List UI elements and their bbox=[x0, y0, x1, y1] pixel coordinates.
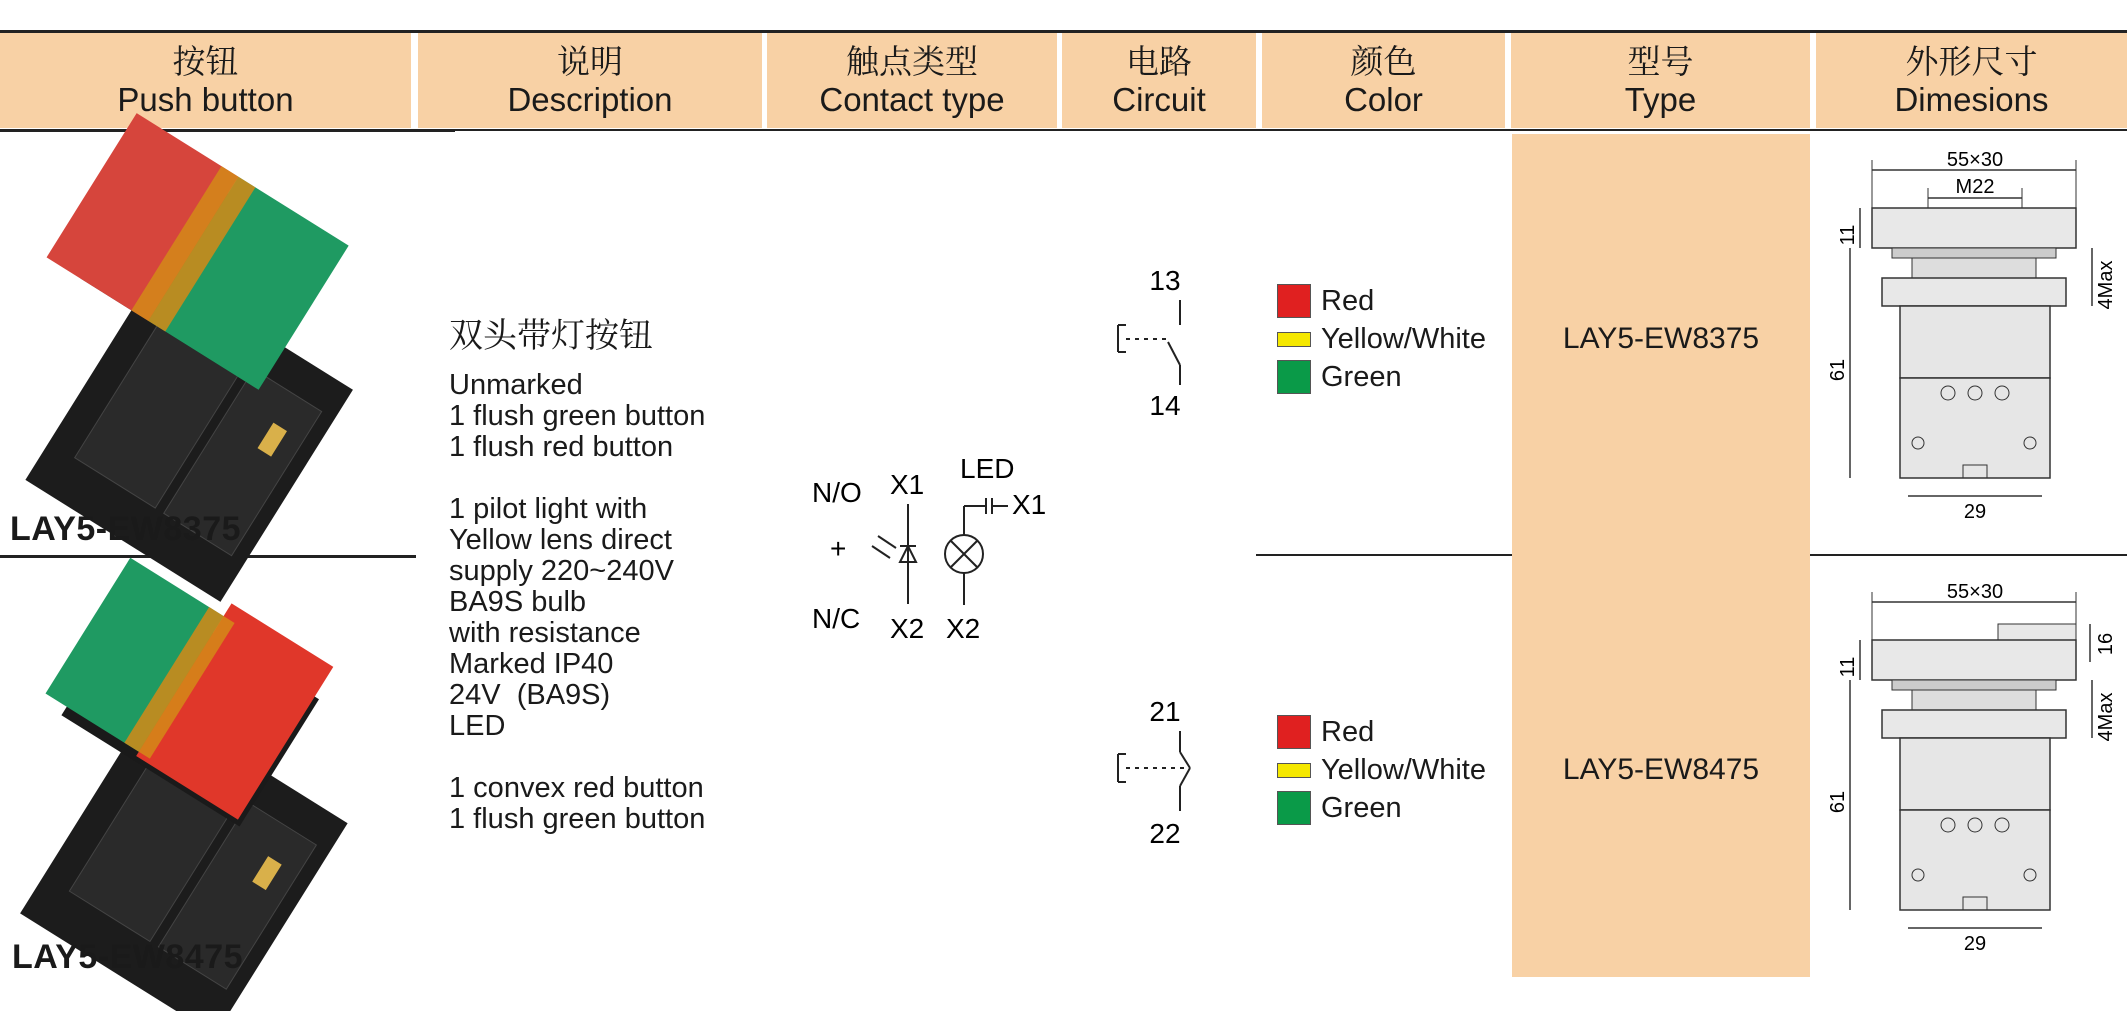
color-list bbox=[1277, 713, 1486, 827]
description-block bbox=[449, 316, 705, 835]
color-name: Yellow/White bbox=[1321, 753, 1486, 786]
led-label: LED bbox=[960, 453, 1015, 484]
header-cn: 按钮 bbox=[172, 42, 239, 80]
x1-label: X1 bbox=[890, 469, 925, 500]
header-en: Contact type bbox=[819, 80, 1005, 118]
color-row bbox=[1277, 789, 1486, 827]
header-en: Push button bbox=[117, 80, 294, 118]
header-bottom-rule bbox=[0, 129, 455, 132]
header-cn: 颜色 bbox=[1350, 42, 1417, 80]
desc-line: with resistance bbox=[449, 617, 641, 649]
circuit-bottom-label: 22 bbox=[1149, 818, 1181, 849]
color-name: Yellow/White bbox=[1321, 322, 1486, 355]
color-row bbox=[1277, 751, 1486, 789]
color-name: Red bbox=[1321, 715, 1375, 748]
dimension-drawing-1 bbox=[1827, 140, 2127, 540]
product-photo-2 bbox=[0, 565, 420, 965]
header-description bbox=[418, 33, 762, 128]
header-cn: 型号 bbox=[1627, 42, 1694, 80]
header-bottom-rule bbox=[455, 129, 2127, 131]
dim-width: 55×30 bbox=[1946, 149, 2004, 171]
circuit-top-label: 21 bbox=[1149, 696, 1181, 727]
color-name: Green bbox=[1321, 791, 1402, 824]
x1b-label: X1 bbox=[1012, 489, 1047, 520]
type-value: LAY5-EW8475 bbox=[1562, 753, 1760, 786]
color-swatch bbox=[1277, 715, 1311, 749]
row-separator bbox=[1810, 554, 2127, 556]
color-row bbox=[1277, 282, 1486, 320]
color-swatch bbox=[1277, 284, 1311, 318]
dim-max: 4Max bbox=[2095, 260, 2117, 310]
dim-h2: 61 bbox=[1827, 790, 1849, 814]
header-color bbox=[1262, 33, 1505, 128]
circuit-top-label: 13 bbox=[1149, 265, 1181, 296]
type-value: LAY5-EW8375 bbox=[1562, 322, 1760, 355]
header-en: Circuit bbox=[1112, 80, 1206, 118]
type-column-bg bbox=[1512, 134, 1810, 977]
circuit-diagram-no bbox=[1100, 255, 1210, 425]
desc-line: 1 flush red button bbox=[449, 431, 674, 463]
product-model-label: LAY5-EW8475 bbox=[12, 938, 244, 976]
x2-label: X2 bbox=[890, 613, 925, 644]
dim-base: 29 bbox=[1963, 933, 1987, 955]
header-circuit bbox=[1062, 33, 1256, 128]
dim-thread: M22 bbox=[1955, 176, 1995, 198]
header-en: Description bbox=[507, 80, 673, 118]
color-name: Red bbox=[1321, 284, 1375, 317]
contact-type-diagram bbox=[800, 440, 1070, 660]
dim-h1: 11 bbox=[1837, 656, 1859, 678]
dim-max: 4Max bbox=[2095, 692, 2117, 742]
color-row bbox=[1277, 358, 1486, 396]
desc-line bbox=[449, 463, 705, 494]
color-row bbox=[1277, 320, 1486, 358]
color-name: Green bbox=[1321, 360, 1402, 393]
header-push-button bbox=[0, 33, 411, 128]
header-en: Dimesions bbox=[1894, 80, 2049, 118]
desc-line: 24V (BA9S) bbox=[449, 679, 611, 711]
circuit-bottom-label: 14 bbox=[1149, 390, 1181, 421]
color-swatch bbox=[1277, 791, 1311, 825]
description-title: 双头带灯按钮 bbox=[449, 317, 653, 355]
header-en: Type bbox=[1624, 80, 1697, 118]
product-photo-1 bbox=[0, 140, 420, 540]
color-list bbox=[1277, 282, 1486, 396]
dimension-drawing-2 bbox=[1827, 572, 2127, 972]
dim-h2: 61 bbox=[1827, 358, 1849, 382]
header-cn: 触点类型 bbox=[846, 42, 978, 80]
header-cn: 说明 bbox=[557, 42, 623, 80]
dim-base: 29 bbox=[1963, 501, 1987, 523]
header-type bbox=[1511, 33, 1810, 128]
desc-line: Unmarked bbox=[449, 369, 583, 401]
product-model-label: LAY5-EW8375 bbox=[10, 510, 242, 548]
color-swatch bbox=[1277, 763, 1311, 778]
x2b-label: X2 bbox=[946, 613, 981, 644]
desc-line: 1 flush green button bbox=[449, 803, 706, 835]
dim-width: 55×30 bbox=[1946, 581, 2004, 603]
desc-line: supply 220~240V bbox=[449, 555, 674, 587]
desc-line: 1 flush green button bbox=[449, 400, 706, 432]
desc-line: LED bbox=[449, 710, 506, 742]
color-row bbox=[1277, 713, 1486, 751]
desc-line: BA9S bulb bbox=[449, 586, 587, 618]
desc-line: Yellow lens direct bbox=[449, 524, 672, 556]
desc-line bbox=[449, 742, 705, 773]
dim-h3: 16 bbox=[2095, 632, 2117, 656]
color-swatch bbox=[1277, 332, 1311, 347]
header-contact-type bbox=[767, 33, 1057, 128]
row-separator bbox=[1256, 554, 1512, 556]
header-cn: 电路 bbox=[1126, 42, 1192, 80]
no-label: N/O bbox=[812, 477, 862, 508]
dim-h1: 11 bbox=[1837, 224, 1859, 246]
nc-label: N/C bbox=[812, 603, 861, 634]
header-en: Color bbox=[1344, 80, 1423, 118]
color-swatch bbox=[1277, 360, 1311, 394]
desc-line: Marked IP40 bbox=[449, 648, 614, 680]
desc-line: 1 pilot light with bbox=[449, 493, 648, 525]
circuit-diagram-nc bbox=[1100, 686, 1210, 856]
header-cn: 外形尺寸 bbox=[1905, 42, 2038, 80]
desc-line: 1 convex red button bbox=[449, 772, 704, 804]
plus-label: + bbox=[830, 533, 847, 564]
header-dimensions bbox=[1816, 33, 2127, 128]
